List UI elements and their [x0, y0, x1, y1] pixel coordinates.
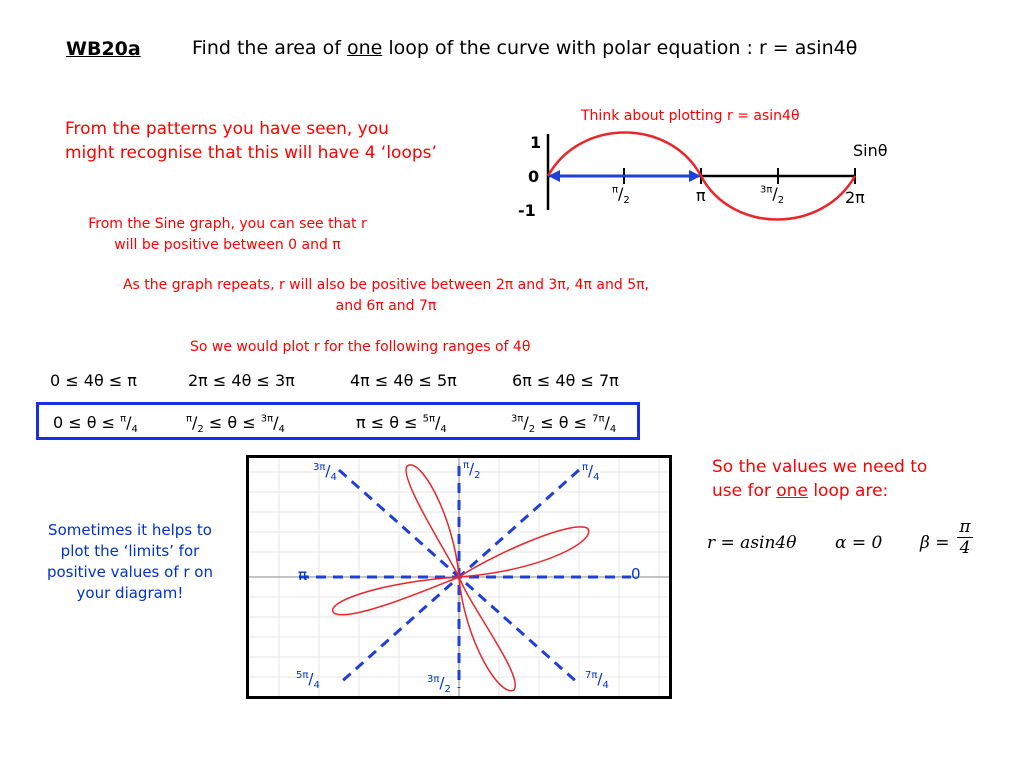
result-line-1: So the values we need to — [712, 457, 928, 477]
polar-graph — [246, 455, 672, 699]
range-4theta-2: 2π ≤ 4θ ≤ 3π — [188, 371, 295, 390]
polar-label-pi-over-2: $^\pi/_2$ — [463, 460, 481, 481]
sine-tick-label-2pi: 2π — [845, 188, 865, 207]
sine-y-label-0: 0 — [528, 167, 540, 186]
beta-fraction — [957, 517, 973, 558]
polar-label-5pi-over-4: $^{5\pi}/_4$ — [296, 670, 320, 691]
beta-numerator: π — [957, 517, 973, 538]
title-part-1: Find the area of — [192, 37, 347, 59]
sine-y-label-1: 1 — [530, 133, 542, 152]
repeat-note-line-1: As the graph repeats, r will also be positive between 2π and 3π, 4π and 5π, — [122, 277, 650, 293]
petal-2 — [406, 465, 459, 577]
polar-label-pi: π — [298, 566, 308, 584]
sine-note — [60, 214, 395, 256]
intro-line-1: From the patterns you have seen, you — [65, 119, 389, 139]
range-4theta-3: 4π ≤ 4θ ≤ 5π — [350, 371, 457, 390]
polar-label-zero: 0 — [631, 565, 641, 583]
sine-tick-label-pi: π — [696, 186, 706, 205]
polar-label-pi-over-4: $^\pi/_4$ — [582, 462, 600, 483]
sine-sketch — [510, 128, 900, 228]
repeat-note-line-2: and 6π and 7π — [335, 298, 437, 314]
plot-note: So we would plot r for the following ranges of 4θ — [190, 339, 531, 355]
polar-label-3pi-over-4: $^{3\pi}/_4$ — [313, 462, 337, 483]
range-4theta-4: 6π ≤ 4θ ≤ 7π — [512, 371, 619, 390]
title-underlined-word: one — [346, 37, 383, 59]
sine-tick-label-pi-over-2: $^\pi/_2$ — [612, 184, 630, 207]
result-note — [712, 455, 927, 503]
intro-line-2: might recognise that this will have 4 ‘loops’ — [65, 143, 437, 163]
side-note: Sometimes it helps to plot the ‘limits’ for positive values of r on your diagram! — [46, 521, 213, 602]
range-theta-2: $^\pi/_2 \le \theta \le ^{3\pi}/_4$ — [186, 413, 285, 436]
sine-curve-label: Sinθ — [853, 141, 888, 160]
polar-plot — [249, 458, 669, 696]
petal-4 — [459, 577, 515, 691]
repeat-note — [80, 275, 692, 317]
beta-denominator: 4 — [959, 538, 971, 558]
sine-note-line-1: From the Sine graph, you can see that r — [88, 216, 367, 232]
sine-tick-label-3pi-over-2: $^{3\pi}/_2$ — [760, 184, 785, 207]
range-theta-3: $\pi \le \theta \le ^{5\pi}/_4$ — [356, 413, 447, 436]
sine-caption: Think about plotting r = asin4θ — [581, 108, 800, 124]
page-title — [192, 37, 857, 59]
beta-equation-lhs: β = — [920, 533, 950, 553]
result-line-2: use for one loop are: — [712, 481, 889, 501]
title-part-2: loop of the curve with polar equation : r = asin4θ — [382, 37, 858, 59]
polar-label-3pi-over-2: $^{3\pi}/_2$ — [427, 674, 451, 695]
sine-note-line-2: will be positive between 0 and π — [114, 237, 341, 253]
intro-paragraph — [65, 117, 437, 165]
sine-y-label-minus-1: -1 — [518, 201, 536, 220]
worked-example-id: WB20a — [66, 38, 141, 60]
range-theta-1: $0 \le \theta \le ^\pi/_4$ — [53, 413, 138, 436]
polar-label-7pi-over-4: $^{7\pi}/_4$ — [585, 670, 609, 691]
range-theta-4: $^{3\pi}/_2 \le \theta \le ^{7\pi}/_4$ — [511, 413, 617, 436]
alpha-equation: α = 0 — [835, 533, 883, 553]
r-equation: r = asin4θ — [707, 533, 797, 553]
range-4theta-1: 0 ≤ 4θ ≤ π — [50, 371, 137, 390]
